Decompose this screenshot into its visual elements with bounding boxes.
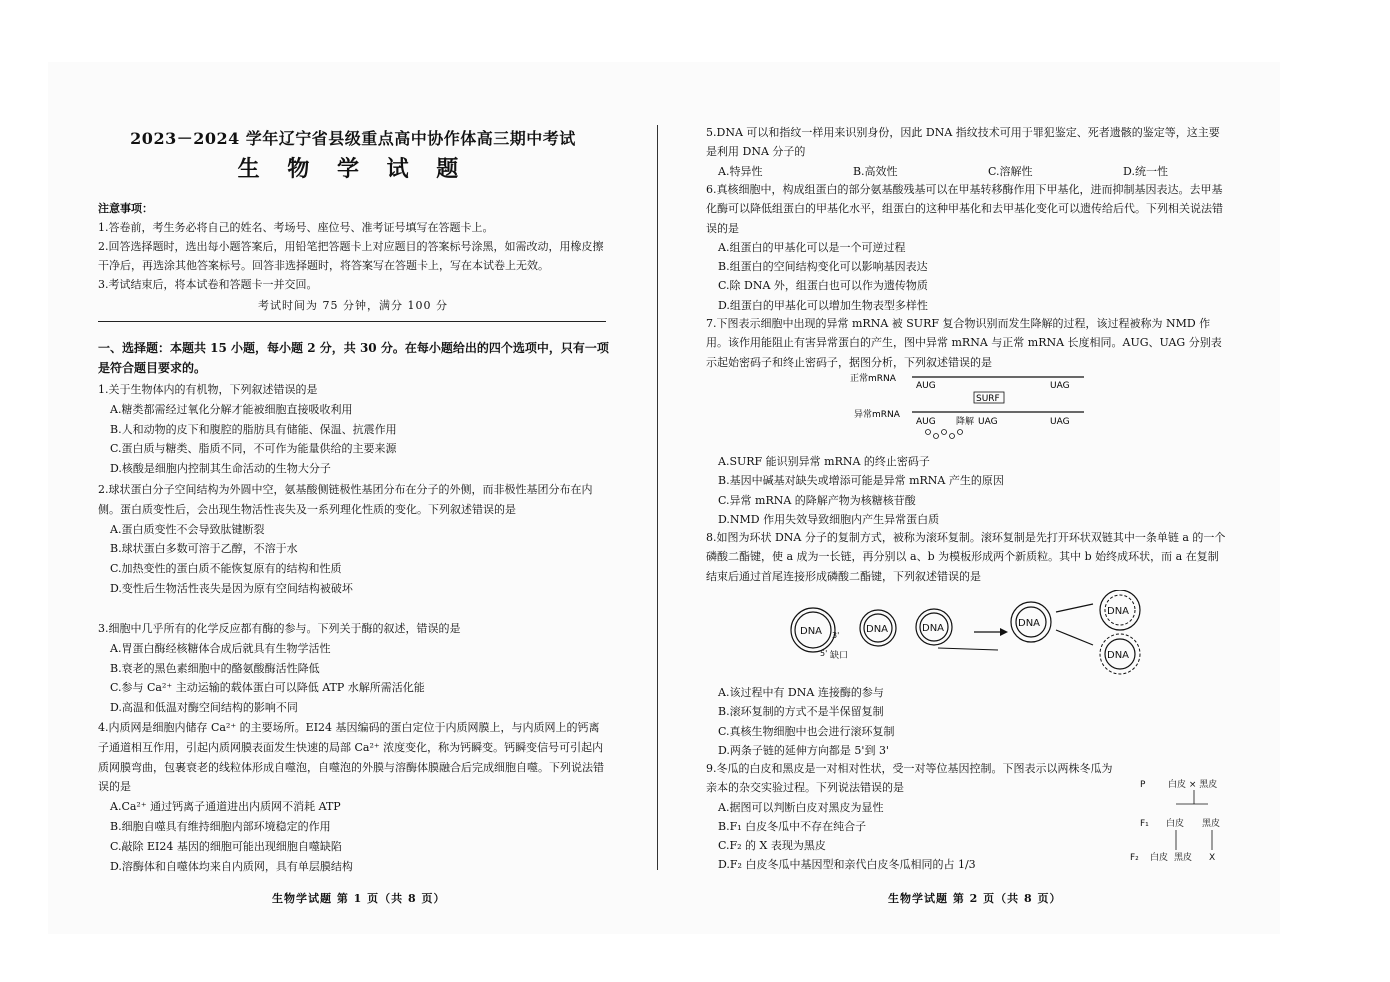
page-footer-left: 生物学试题 第 1 页（共 8 页） [272, 892, 446, 905]
option-d: D.组蛋白的甲基化可以增加生物表型多样性 [718, 298, 928, 312]
gap-label: 缺口 [830, 651, 849, 661]
dna-label: DNA [922, 623, 945, 634]
p-label: P [1140, 780, 1146, 790]
option-c: C.蛋白质与糖类、脂质不同，不可作为能量供给的主要来源 [110, 442, 397, 456]
question-6 [706, 180, 1228, 315]
option-b: B.F₁ 白皮冬瓜中不存在纯合子 [718, 819, 867, 833]
option-c: C.敲除 EI24 基因的细胞可能出现细胞自噬缺陷 [110, 839, 342, 853]
option-d: D.两条子链的延伸方向都是 5'到 3' [718, 743, 889, 757]
page-footer-right: 生物学试题 第 2 页（共 8 页） [888, 892, 1062, 905]
question-8 [706, 528, 1228, 586]
option-d: D.变性后生物活性丧失是因为原有空间结构被破坏 [110, 581, 353, 595]
aug-label: AUG [916, 381, 936, 391]
f2-label: F₂ [1130, 853, 1139, 863]
divider-rule [98, 321, 606, 322]
option-a: A.特异性 [718, 164, 763, 178]
aug-label: AUG [916, 417, 936, 427]
question-3 [98, 619, 610, 718]
question-stem: 8.如图为环状 DNA 分子的复制方式，被称为滚环复制。滚环复制是先打开环状双链其中一条单链 a 的一个磷酸二酯键，使 a 成为一长链，再分别以 a、b 为模板形成两个新质粒。其中 b 始终成环状，而 a 在复制结束后通过首尾连接形成磷酸二酯键，下列叙述错误的是 [706, 531, 1226, 583]
notice-head: 注意事项： [98, 202, 153, 215]
notice-block [98, 199, 608, 315]
process-arrow-head [1000, 628, 1008, 636]
black-label: 黑皮 [1174, 853, 1193, 863]
question-stem: 9.冬瓜的白皮和黑皮是一对相对性状，受一对等位基因控制。下图表示以两株冬瓜为亲本的杂交实验过程。下列说法错误的是 [706, 762, 1113, 795]
f1-label: F₁ [1140, 819, 1149, 829]
option-a: A.糖类都需经过氧化分解才能被细胞直接吸收利用 [110, 402, 353, 416]
notice-item: 3.考试结束后，将本试卷和答题卡一并交回。 [98, 278, 318, 291]
option-a: A.蛋白质变性不会导致肽键断裂 [110, 522, 265, 536]
notice-item: 2.回答选择题时，选出每小题答案后，用铅笔把答题卡上对应题目的答案标号涂黑，如需改动，用橡皮擦干净后，再选涂其他答案标号。回答非选择题时，将答案写在答题卡上，写在本试卷上无效。 [98, 240, 604, 272]
question-1 [98, 380, 610, 479]
option-d: D.统一性 [1123, 164, 1168, 178]
option-b: B.滚环复制的方式不是半保留复制 [718, 705, 884, 719]
white-label: 白皮 [1166, 819, 1185, 829]
option-a: A.Ca²⁺ 通过钙离子通道进出内质网不消耗 ATP [110, 800, 341, 814]
option-d: D.核酸是细胞内控制其生命活动的生物大分子 [110, 462, 331, 476]
option-b: B.细胞自噬具有维持细胞内部环境稳定的作用 [110, 819, 331, 833]
question-stem: 4.内质网是细胞内储存 Ca²⁺ 的主要场所。EI24 基因编码的蛋白定位于内质网膜上，与内质网上的钙离子通道相互作用，引起内质网膜表面发生快速的局部 Ca²⁺ 浓度变化，称为钙瞬变。钙瞬变信号可引起内质网膜弯曲，包裹衰老的线粒体形成自噬泡，自噬泡的外膜与溶酶体膜融合后完成细胞自噬。下列说法错误的是 [98, 721, 604, 794]
option-d: D.F₂ 白皮冬瓜中基因型和亲代白皮冬瓜相同的占 1/3 [718, 858, 976, 872]
question-stem: 2.球状蛋白分子空间结构为外圆中空，氨基酸侧链极性基团分布在分子的外侧，而非极性基团分布在内侧。蛋白质变性后，会出现生物活性丧失及一系列理化性质的变化。下列叙述错误的是 [98, 483, 593, 516]
process-arrow [1056, 604, 1093, 612]
page-divider [657, 125, 658, 870]
question-5 [706, 123, 1228, 181]
white-label: 白皮 [1150, 853, 1169, 863]
option-b: B.组蛋白的空间结构变化可以影响基因表达 [718, 260, 928, 274]
dna-label: DNA [1018, 618, 1041, 629]
option-d: D.高温和低温对酶空间结构的影响不同 [110, 701, 298, 715]
option-c: C.除 DNA 外，组蛋白也可以作为遗传物质 [718, 279, 928, 293]
dna-label: DNA [866, 624, 889, 635]
options-row [706, 162, 1228, 181]
exam-title: 2023－2024 学年辽宁省县级重点高中协作体高三期中考试 [130, 129, 576, 148]
question-stem: 6.真核细胞中，构成组蛋白的部分氨基酸残基可以在甲基转移酶作用下甲基化，进而抑制基因表达。去甲基化酶可以降低组蛋白的甲基化水平，组蛋白的这种甲基化和去甲基化变化可以遗传给后代。下列相关说法错误的是 [706, 183, 1223, 235]
process-arrow [1056, 630, 1093, 645]
degrade-label: 降解 [956, 417, 975, 427]
normal-mrna-label: 正常mRNA [850, 374, 896, 384]
option-a: A.SURF 能识别异常 mRNA 的终止密码子 [718, 455, 930, 468]
option-c: C.加热变性的蛋白质不能恢复原有的结构和性质 [110, 562, 342, 576]
option-c: C.真核生物细胞中也会进行滚环复制 [718, 724, 895, 738]
option-a: A.组蛋白的甲基化可以是一个可逆过程 [718, 240, 906, 254]
question-stem: 7.下图表示细胞中出现的异常 mRNA 被 SURF 复合物识别而发生降解的过程，该过程被称为 NMD 作用。该作用能阻止有害异常蛋白的产生，图中异常 mRNA 与正常 mRNA 长度相同。AUG、UAG 分别表示起始密码子和终止密码子，据图分析，下列叙述错误的是 [706, 317, 1222, 369]
option-b: B.高效性 [852, 164, 898, 178]
option-a: A.据图可以判断白皮对黑皮为显性 [718, 800, 884, 814]
option-d: D.溶酶体和自噬体均来自内质网，具有单层膜结构 [110, 859, 353, 873]
option-c: C.溶解性 [988, 164, 1033, 178]
nmd-diagram [850, 368, 1100, 444]
option-c: C.异常 mRNA 的降解产物为核糖核苷酸 [718, 493, 916, 507]
option-b: B.人和动物的皮下和腹腔的脂肪具有储能、保温、抗震作用 [110, 422, 397, 436]
question-4 [98, 718, 610, 876]
dna-label: DNA [1107, 650, 1130, 661]
question-7 [706, 314, 1228, 372]
option-d: D.NMD 作用失效导致细胞内产生异常蛋白质 [718, 512, 940, 526]
uag-label: UAG [978, 417, 998, 427]
question-2 [98, 480, 610, 599]
prime-label: 5' [820, 649, 828, 658]
x-label: X [1209, 853, 1216, 863]
abnormal-mrna-label: 异常mRNA [854, 410, 900, 420]
dna-label: DNA [1107, 606, 1130, 617]
option-a: A.胃蛋白酶经核糖体合成后就具有生物学活性 [110, 641, 331, 655]
exam-time: 考试时间为 75 分钟，满分 100 分 [258, 299, 448, 312]
question-stem: 3.细胞中几乎所有的化学反应都有酶的参与。下列关于酶的叙述，错误的是 [98, 622, 461, 635]
cross-diagram [1130, 776, 1230, 866]
prime-label: 3' [832, 631, 840, 640]
black-label: 黑皮 [1202, 819, 1221, 829]
dna-label: DNA [800, 626, 823, 637]
question-stem: 1.关于生物体内的有机物，下列叙述错误的是 [98, 383, 318, 396]
option-c: C.参与 Ca²⁺ 主动运输的载体蛋白可以降低 ATP 水解所需活化能 [110, 681, 425, 695]
question-9 [706, 759, 1116, 875]
degraded-fragments [926, 430, 963, 439]
question-7-options [706, 452, 1228, 529]
section-heading: 一、选择题：本题共 15 小题，每小题 2 分，共 30 分。在每小题给出的四个选项中，只有一项是符合题目要求的。 [98, 341, 609, 375]
uag-label: UAG [1050, 417, 1070, 427]
exam-subject: 生 物 学 试 题 [237, 156, 469, 182]
surf-label: SURF [976, 394, 1000, 404]
notice-item: 1.答卷前，考生务必将自己的姓名、考场号、座位号、准考证号填写在答题卡上。 [98, 221, 494, 234]
option-a: A.该过程中有 DNA 连接酶的参与 [718, 686, 884, 699]
rolling-circle-diagram [788, 590, 1178, 680]
question-stem: 5.DNA 可以和指纹一样用来识别身份，因此 DNA 指纹技术可用于罪犯鉴定、死者遗骸的鉴定等，这主要是利用 DNA 分子的 [706, 126, 1220, 159]
single-strand [938, 648, 998, 650]
question-8-options [706, 683, 1228, 760]
uag-label: UAG [1050, 381, 1070, 391]
option-b: B.衰老的黑色素细胞中的酪氨酸酶活性降低 [110, 661, 320, 675]
cross-label: 白皮 × 黑皮 [1168, 780, 1218, 790]
option-b: B.基因中碱基对缺失或增添可能是异常 mRNA 产生的原因 [718, 474, 1004, 488]
option-b: B.球状蛋白多数可溶于乙醇，不溶于水 [110, 542, 298, 556]
option-c: C.F₂ 的 X 表现为黑皮 [718, 839, 826, 853]
